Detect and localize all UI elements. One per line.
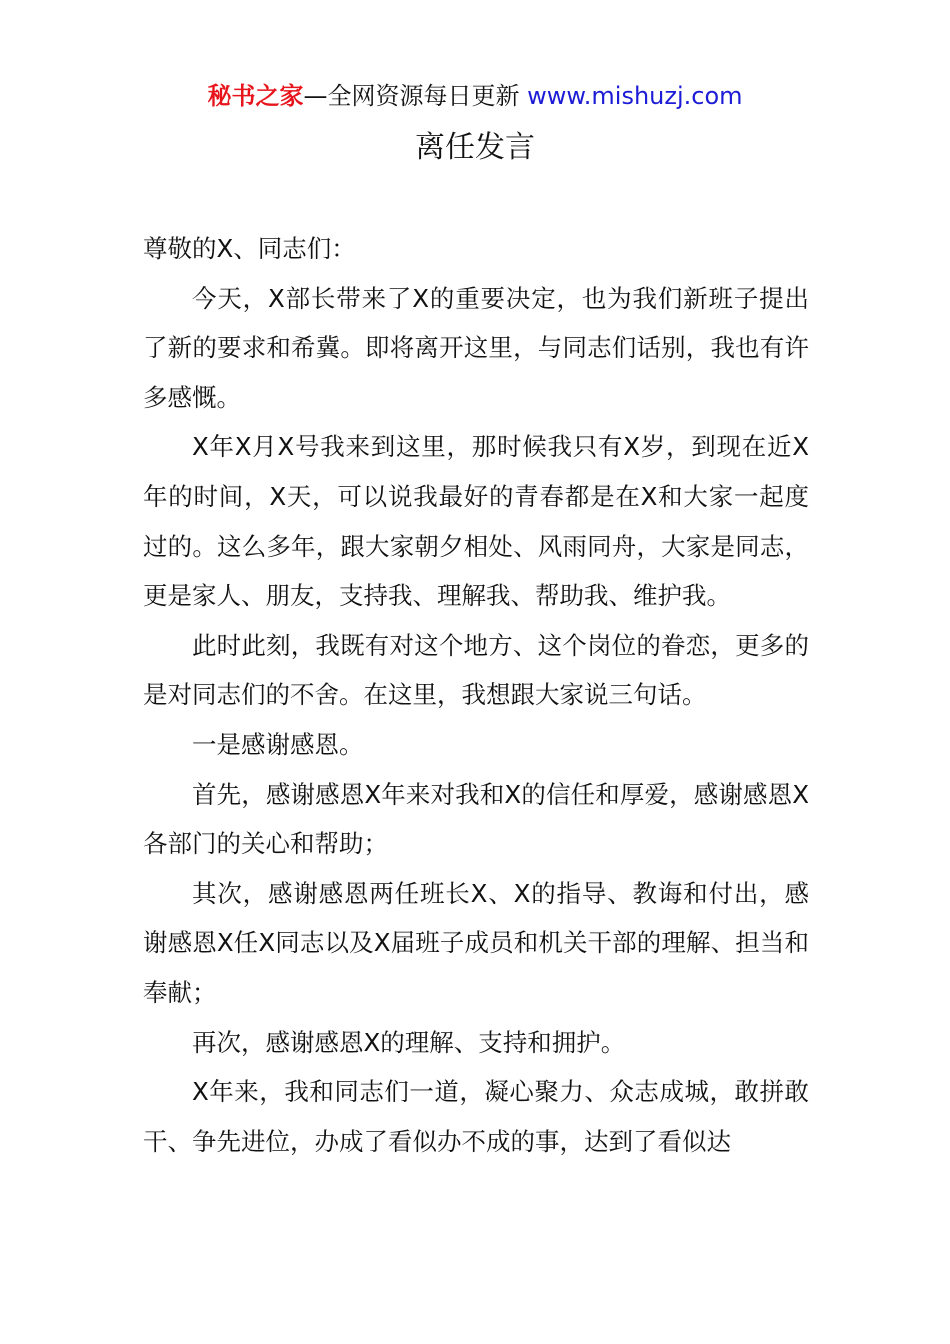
- paragraph: X年来，我和同志们一道，凝心聚力、众志成城，敢拼敢干、争先进位，办成了看似办不成的事，达到了看似达: [143, 1077, 809, 1156]
- site-url-link[interactable]: www.mishuzj.com: [527, 82, 743, 110]
- paragraph: 首先，感谢感恩X年来对我和X的信任和厚爱，感谢感恩X各部门的关心和帮助；: [143, 779, 809, 859]
- site-header: [0, 80, 950, 112]
- paragraph: 再次，感谢感恩X的理解、支持和拥护。: [192, 1027, 626, 1057]
- paragraph: 此时此刻，我既有对这个地方、这个岗位的眷恋，更多的是对同志们的不舍。在这里，我想跟大家说三句话。: [143, 630, 809, 710]
- section-heading: 一是感谢感恩。: [192, 729, 364, 759]
- brand-name: 秘书之家: [207, 82, 304, 110]
- document-body: [143, 224, 809, 1166]
- header-tagline: —全网资源每日更新: [303, 82, 520, 110]
- document-title: 离任发言: [415, 130, 535, 165]
- paragraph: 其次，感谢感恩两任班长X、X的指导、教诲和付出，感谢感恩X任X同志以及X届班子成员和机关干部的理解、担当和奉献；: [143, 878, 809, 1007]
- salutation: 尊敬的X、同志们：: [143, 234, 356, 263]
- paragraph: 今天，X部长带来了X的重要决定，也为我们新班子提出了新的要求和希冀。即将离开这里，与同志们话别，我也有许多感慨。: [143, 283, 809, 412]
- paragraph: X年X月X号我来到这里，那时候我只有X岁，到现在近X年的时间，X天，可以说我最好的青春都是在X和大家一起度过的。这么多年，跟大家朝夕相处、风雨同舟，大家是同志，更是家人、朋友，支持我、理解我、帮助我、维护我。: [143, 432, 809, 611]
